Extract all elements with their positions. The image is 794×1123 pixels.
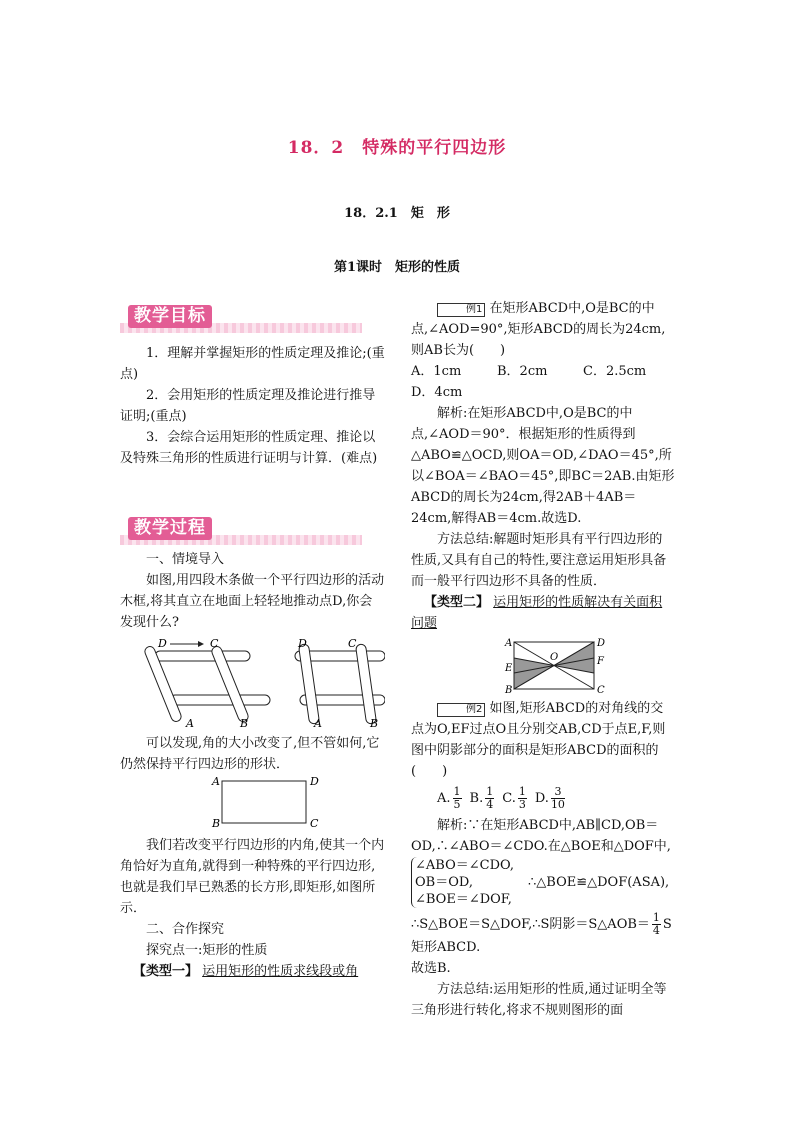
goal-item: 1．理解并掌握矩形的性质定理及推论;(重点) — [120, 346, 385, 382]
option-a: A．1cm — [411, 364, 462, 379]
fraction-denominator: 4 — [652, 924, 660, 937]
goal-item: 2．会用矩形的性质定理及推论进行推导证明;(重点) — [120, 388, 376, 424]
option-letter: B. — [469, 791, 484, 806]
label-A: A — [505, 638, 513, 649]
example2-tag: 例2 — [437, 703, 485, 717]
label-D: D — [597, 638, 606, 649]
left-column — [120, 300, 385, 982]
fraction-numerator: 3 — [551, 786, 565, 799]
label-B: B — [212, 817, 221, 830]
option-letter: D. — [534, 791, 549, 806]
intro-paragraph: 如图,用四段木条做一个平行四边形的活动木框,将其直立在地面上轻轻地推动点D,你会发现什么? — [120, 573, 385, 630]
example1-tag: 例1 — [437, 303, 485, 317]
label-B: B — [240, 717, 249, 729]
shaded-rectangle-figure — [411, 636, 675, 696]
example2-question — [411, 698, 675, 782]
type2-text: 运用矩形的性质解决有关面积问题 — [411, 595, 663, 631]
right-column — [411, 298, 675, 1021]
example1-options — [411, 361, 675, 403]
brace-system — [411, 857, 514, 908]
label-C: C — [310, 817, 319, 830]
type1-tag: 【类型一】 — [133, 964, 199, 979]
sliding-frame-figure — [120, 639, 385, 729]
type1-heading — [120, 961, 385, 982]
fraction-numerator: 1 — [652, 911, 660, 924]
label-B: B — [505, 685, 513, 696]
fraction-denominator: 4 — [486, 798, 494, 811]
label-B: B — [370, 717, 379, 729]
example2-options — [437, 786, 675, 811]
option-c: C．2.5cm — [583, 364, 647, 379]
explore-heading: 探究点一:矩形的性质 — [146, 943, 268, 958]
observation-paragraph: 可以发现,角的大小改变了,但不管如何,它仍然保持平行四边形的形状． — [120, 736, 380, 772]
label-C: C — [597, 685, 605, 696]
type2-heading — [411, 592, 675, 634]
process-banner-label: 教学过程 — [128, 517, 212, 540]
label-C: C — [348, 639, 357, 650]
fraction-numerator: 1 — [453, 785, 461, 798]
option-letter: A. — [437, 791, 451, 806]
example1-question — [411, 298, 675, 361]
example1-text: 在矩形ABCD中,O是BC的中点,∠AOD=90°,矩形ABCD的周长为24cm,则AB长为( ) — [411, 301, 666, 358]
system-line: ∠BOE＝∠DOF, — [415, 892, 512, 907]
label-A: A — [314, 717, 322, 729]
area-text: ∴S△BOE＝S△DOF,∴S阴影＝S△AOB＝ — [411, 917, 650, 932]
option-b: B．2cm — [497, 364, 548, 379]
example1-summary: 方法总结:解题时矩形具有平行四边形的性质,又具有自己的特性,要注意运用矩形具备而一般平行四边形不具备的性质． — [411, 532, 667, 589]
option-letter: C. — [502, 791, 516, 806]
label-C: C — [210, 639, 219, 650]
option-d: D．4cm — [411, 385, 463, 400]
definition-paragraph: 我们若改变平行四边形的内角,使其一个内角恰好为直角,就得到一种特殊的平行四边形,也就是我们早已熟悉的长方形,即矩形,如图所示． — [120, 838, 385, 916]
congruence-system — [411, 857, 675, 908]
label-D: D — [298, 639, 307, 650]
system-line: ∠ABO＝∠CDO, — [415, 858, 515, 873]
system-result: ∴△BOE≌△DOF(ASA), — [528, 875, 670, 890]
goal-item: 3．会综合运用矩形的性质定理、推论以及特殊三角形的性质进行证明与计算．(难点) — [120, 430, 378, 466]
section-heading: 二、合作探究 — [146, 922, 225, 937]
lesson-title: 第1课时 矩形的性质 — [333, 260, 461, 275]
system-line: OB＝OD, — [415, 875, 473, 890]
process-banner — [120, 517, 385, 543]
page-title: 18．2 特殊的平行四边形 — [287, 138, 507, 158]
label-F: F — [597, 656, 604, 667]
section-heading: 一、情境导入 — [146, 552, 225, 567]
label-A: A — [212, 775, 220, 788]
area-relation — [411, 912, 675, 958]
fraction-denominator: 10 — [550, 798, 565, 811]
example2-summary: 方法总结:运用矩形的性质,通过证明全等三角形进行转化,将求不规则图形的面 — [411, 982, 667, 1018]
section-subtitle: 18．2.1 矩 形 — [344, 206, 450, 221]
fraction-denominator: 3 — [518, 798, 526, 811]
goals-banner — [120, 305, 385, 331]
type1-text: 运用矩形的性质求线段或角 — [202, 964, 359, 979]
label-D: D — [310, 775, 319, 788]
label-A: A — [186, 717, 194, 729]
example1-analysis: 解析:在矩形ABCD中,O是BC的中点,∠AOD＝90°．根据矩形的性质得到△ABO≌△OCD,则OA＝OD,∠DAO＝45°,所以∠BOA＝∠BAO＝45°,即BC＝2AB.由矩形ABCD的周长为24cm,得2AB＋4AB＝24cm,解得AB＝4cm.故选D. — [411, 406, 675, 526]
label-E: E — [505, 663, 513, 674]
goals-banner-label: 教学目标 — [128, 305, 212, 328]
type2-tag: 【类型二】 — [424, 595, 490, 610]
fraction-denominator: 5 — [453, 798, 461, 811]
rectangle-figure — [120, 775, 385, 831]
label-O: O — [550, 652, 559, 663]
fraction-numerator: 1 — [486, 785, 494, 798]
example2-text: 如图,矩形ABCD的对角线的交点为O,EF过点O且分别交AB,CD于点E,F,则图中阴影部分的面积是矩形ABCD的面积的( ) — [411, 701, 666, 779]
fraction-numerator: 1 — [518, 785, 526, 798]
area-text: S矩形ABCD. — [411, 917, 672, 955]
example2-answer: 故选B. — [411, 961, 451, 976]
label-D: D — [158, 639, 167, 650]
example2-analysis: 解析:∵在矩形ABCD中,AB∥CD,OB＝OD,∴∠ABO＝∠CDO.在△BOE和△DOF中, — [411, 818, 671, 854]
